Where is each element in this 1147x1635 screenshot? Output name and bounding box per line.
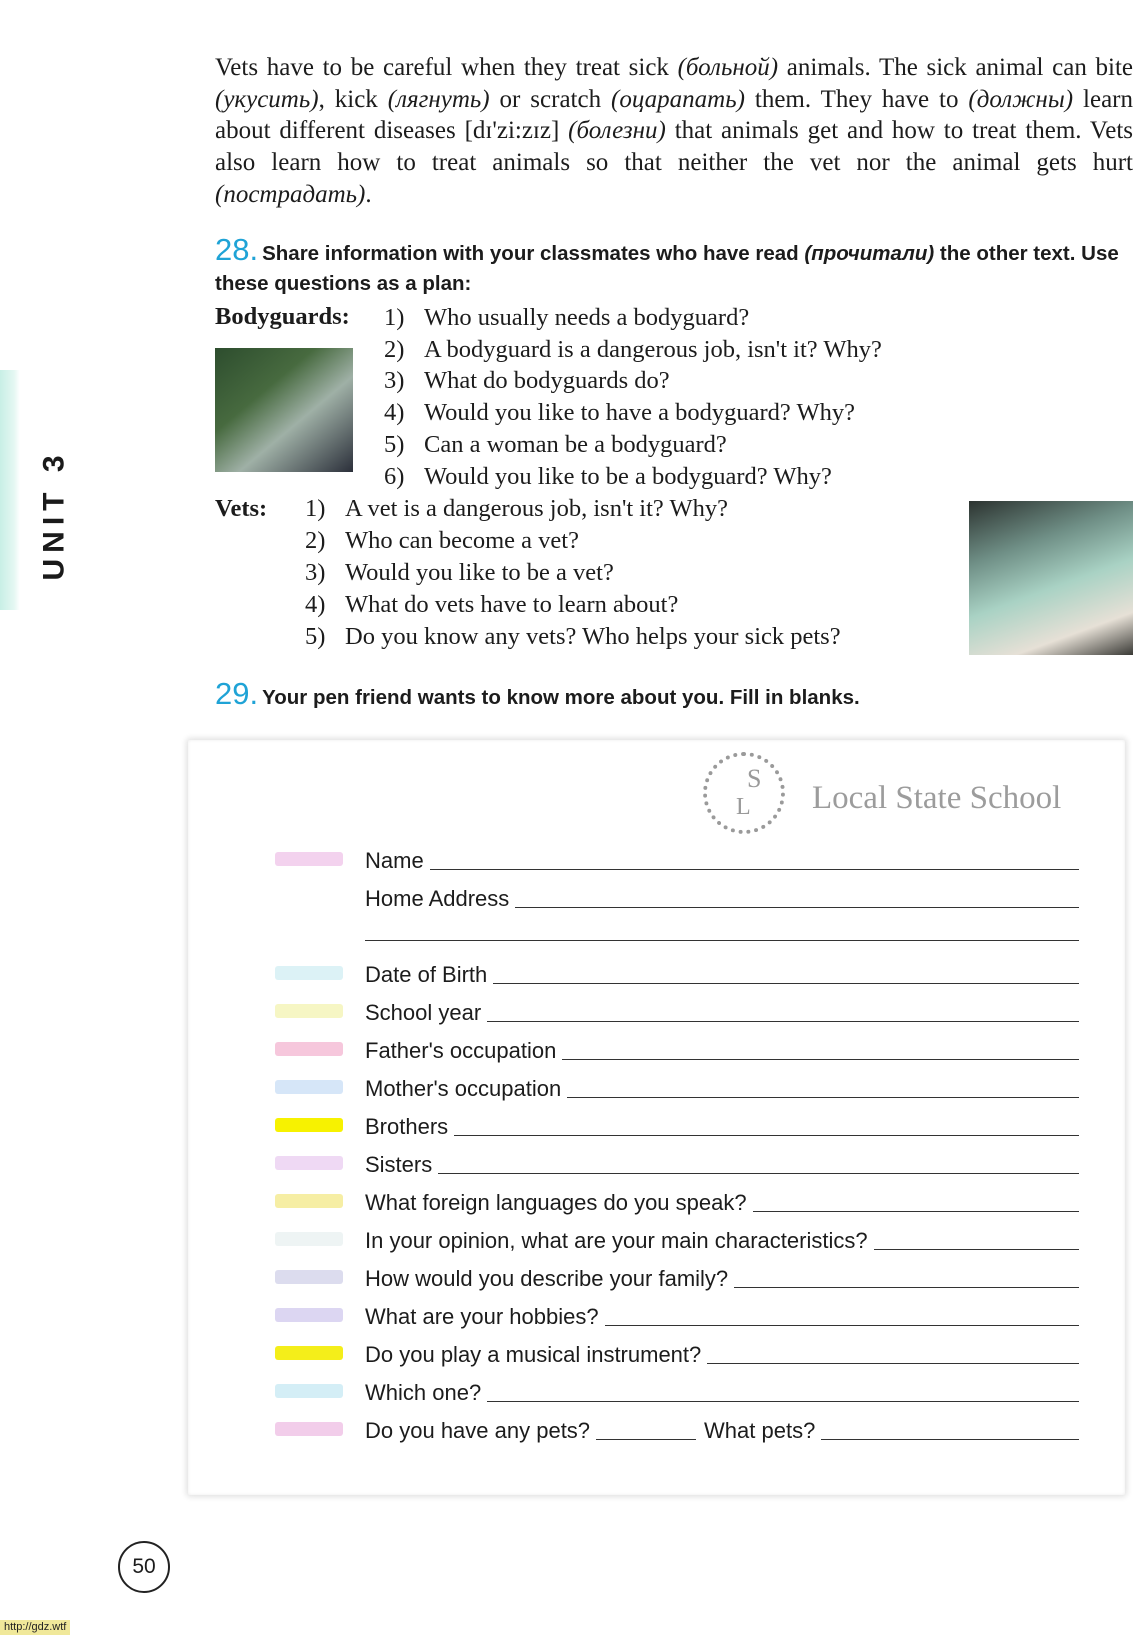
vets-label: Vets: — [215, 495, 268, 522]
exercise-28-heading — [215, 232, 1133, 300]
sisters-field[interactable]: Sisters — [365, 1148, 1079, 1178]
color-swatch — [275, 1194, 343, 1208]
color-swatch — [275, 1004, 343, 1018]
intro-text: animals. The sick animal can bite — [778, 54, 1134, 81]
home-address-second-line[interactable] — [365, 940, 1079, 941]
date-of-birth-field[interactable]: Date of Birth — [365, 958, 1079, 988]
vet-question: 3) Would you like to be a vet? — [305, 559, 614, 586]
intro-text: learn about different diseases [dɪ'zi:zɪz] — [215, 85, 1133, 145]
intro-text: Vets have to be careful when they treat sick — [215, 54, 678, 81]
exercise-instruction-end: the other text. Use these questions as a plan: — [215, 242, 1119, 295]
source-tag: http://gdz.wtf — [0, 1620, 70, 1635]
color-swatch — [275, 1080, 343, 1094]
intro-text: . — [365, 180, 372, 208]
intro-text: , kick — [318, 85, 388, 113]
hobbies-field[interactable]: What are your hobbies? — [365, 1300, 1079, 1330]
bodyguard-question: 5) Can a woman be a bodyguard? — [384, 431, 727, 458]
color-swatch — [275, 1422, 343, 1436]
exercise-number: 28. — [215, 232, 259, 267]
languages-field[interactable]: What foreign languages do you speak? — [365, 1186, 1079, 1216]
color-swatch — [275, 1384, 343, 1398]
vet-question: 5) Do you know any vets? Who helps your sick pets? — [305, 623, 841, 650]
intro-text: that animals get and how to treat them. Vets also learn how to treat animals so that neither the vet nor the animal gets hurt — [215, 117, 1133, 177]
color-swatch — [275, 1156, 343, 1170]
mother-occupation-field[interactable]: Mother's occupation — [365, 1072, 1079, 1102]
brothers-field[interactable]: Brothers — [365, 1110, 1079, 1140]
bodyguard-question: 1) Who usually needs a bodyguard? — [384, 304, 750, 331]
pets-field[interactable]: Do you have any pets? What pets? — [365, 1414, 1079, 1444]
bodyguard-photo — [215, 348, 353, 472]
color-swatch — [275, 1118, 343, 1132]
exercise-instruction-translation: (прочитали) — [804, 242, 935, 265]
exercise-29-heading — [215, 676, 1133, 712]
russian-gloss: (болезни) — [568, 117, 666, 145]
color-swatch — [275, 966, 343, 980]
color-swatch — [275, 852, 343, 866]
school-logo-icon: S L — [703, 752, 785, 834]
vet-question: 2) Who can become a vet? — [305, 527, 579, 554]
exercise-instruction: Your pen friend wants to know more about you. Fill in blanks. — [262, 686, 860, 709]
exercise-instruction: Share information with your classmates who have read — [262, 242, 805, 265]
exercise-number: 29. — [215, 676, 259, 711]
family-description-field[interactable]: How would you describe your family? — [365, 1262, 1079, 1292]
bodyguard-question: 3) What do bodyguards do? — [384, 367, 670, 394]
school-year-field[interactable]: School year — [365, 996, 1079, 1026]
intro-text: or scratch — [489, 85, 612, 113]
father-occupation-field[interactable]: Father's occupation — [365, 1034, 1079, 1064]
russian-gloss: (оцарапать) — [611, 85, 745, 113]
unit-label: UNIT 3 — [37, 449, 71, 581]
color-swatch — [275, 1308, 343, 1322]
vet-question: 4) What do vets have to learn about? — [305, 591, 679, 618]
russian-gloss: (укусить) — [215, 85, 319, 113]
bodyguards-label: Bodyguards: — [215, 303, 350, 330]
russian-gloss: (пострадать) — [215, 180, 366, 208]
russian-gloss: (лягнуть) — [387, 85, 490, 113]
intro-text: them. They have to — [744, 85, 969, 113]
home-address-field[interactable]: Home Address — [365, 882, 1079, 912]
which-instrument-field[interactable]: Which one? — [365, 1376, 1079, 1406]
name-field[interactable]: Name — [365, 844, 1079, 874]
color-swatch — [275, 1346, 343, 1360]
intro-paragraph — [215, 52, 1133, 211]
bodyguard-question: 2) A bodyguard is a dangerous job, isn't it? Why? — [384, 336, 882, 363]
vet-photo — [969, 501, 1133, 655]
bodyguard-question: 4) Would you like to have a bodyguard? Why? — [384, 399, 855, 426]
what-pets-label: What pets? — [704, 1418, 816, 1443]
russian-gloss: (больной) — [677, 54, 779, 81]
unit-side-strip — [0, 370, 20, 610]
characteristics-field[interactable]: In your opinion, what are your main characteristics? — [365, 1224, 1079, 1254]
page-number: 50 — [118, 1541, 170, 1593]
color-swatch — [275, 1042, 343, 1056]
color-swatch — [275, 1232, 343, 1246]
russian-gloss: (должны) — [968, 85, 1074, 113]
musical-instrument-field[interactable]: Do you play a musical instrument? — [365, 1338, 1079, 1368]
vet-question: 1) A vet is a dangerous job, isn't it? Why? — [305, 495, 728, 522]
school-name: Local State School — [812, 780, 1062, 816]
bodyguard-question: 6) Would you like to be a bodyguard? Why? — [384, 463, 832, 490]
color-swatch — [275, 1270, 343, 1284]
